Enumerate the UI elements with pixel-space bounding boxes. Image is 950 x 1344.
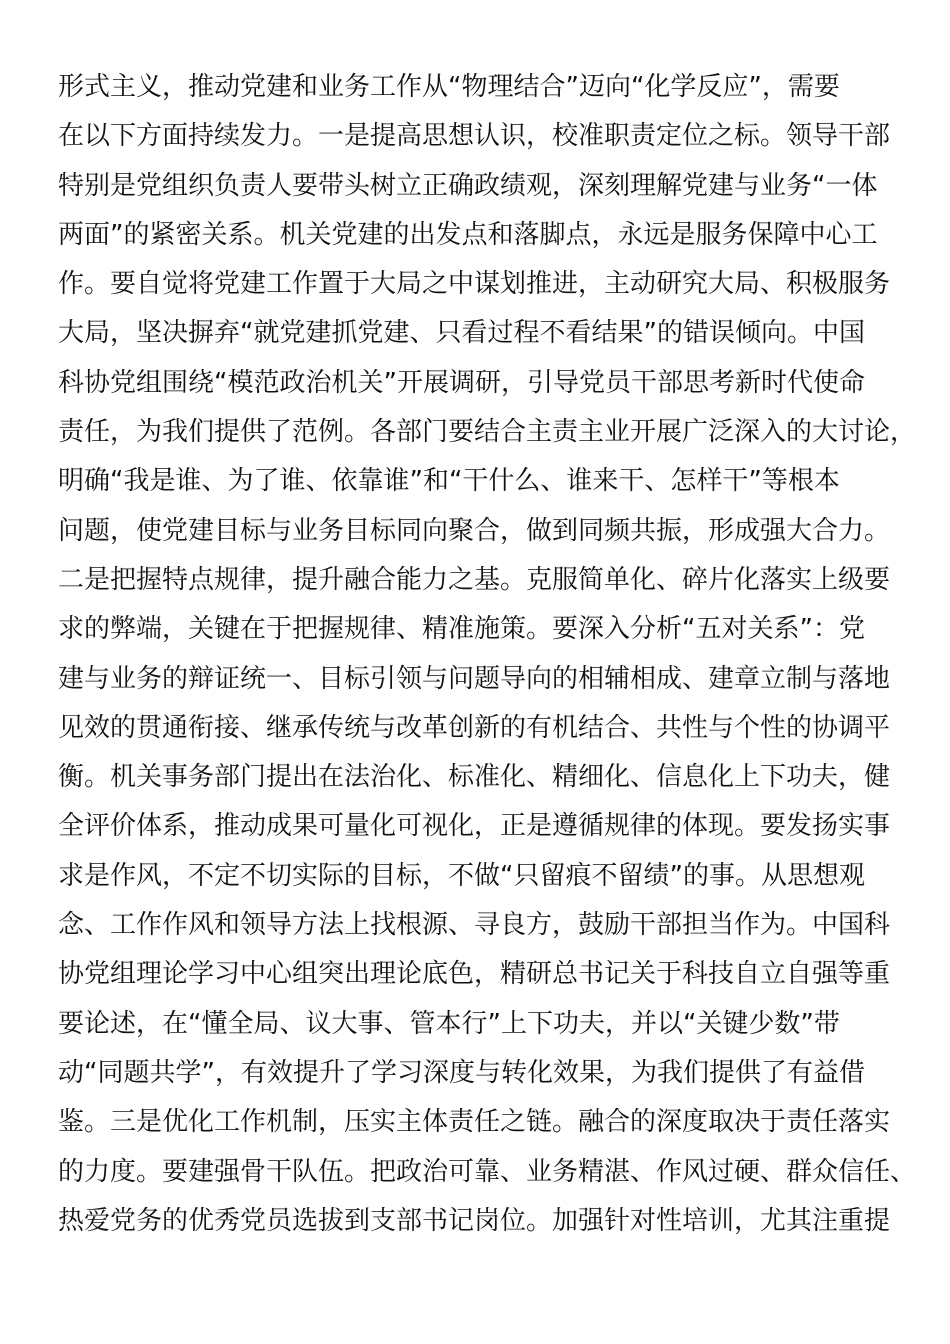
text-line: 明确“我是谁、为了谁、依靠谁”和“干什么、谁来干、怎样干”等根本 — [58, 466, 840, 497]
text-line: 求的弊端，关键在于把握规律、精准施策。要深入分析“五对关系”：党 — [58, 614, 865, 645]
text-line: 作。要自觉将党建工作置于大局之中谋划推进，主动研究大局、积极服务 — [58, 269, 891, 300]
text-line: 求是作风，不定不切实际的目标，不做“只留痕不留绩”的事。从思想观 — [58, 860, 865, 891]
text-line: 在以下方面持续发力。一是提高思想认识，校准职责定位之标。领导干部 — [58, 121, 891, 152]
text-line: 形式主义，推动党建和业务工作从“物理结合”迈向“化学反应”，需要 — [58, 72, 840, 102]
text-line: 念、工作作风和领导方法上找根源、寻良方，鼓励干部担当作为。中国科 — [58, 910, 891, 941]
text-line: 衡。机关事务部门提出在法治化、标准化、精细化、信息化上下功夫，健 — [58, 762, 891, 793]
text-line: 二是把握特点规律，提升融合能力之基。克服简单化、碎片化落实上级要 — [58, 564, 891, 595]
text-line: 要论述，在“懂全局、议大事、管本行”上下功夫，并以“关键少数”带 — [58, 1008, 840, 1039]
text-line: 建与业务的辩证统一、目标引领与问题导向的相辅相成、建章立制与落地 — [58, 663, 891, 694]
text-line: 责任，为我们提供了范例。各部门要结合主责主业开展广泛深入的大讨论， — [58, 417, 917, 448]
text-line: 科协党组围绕“模范政治机关”开展调研，引导党员干部思考新时代使命 — [58, 367, 865, 398]
document-page — [58, 63, 917, 1246]
text-line: 动“同题共学”，有效提升了学习深度与转化效果，为我们提供了有益借 — [58, 1057, 865, 1088]
text-line: 见效的贯通衔接、继承传统与改革创新的有机结合、共性与个性的协调平 — [58, 712, 891, 743]
text-line: 鉴。三是优化工作机制，压实主体责任之链。融合的深度取决于责任落实 — [58, 1107, 891, 1138]
text-line: 的力度。要建强骨干队伍。把政治可靠、业务精湛、作风过硬、群众信任、 — [58, 1156, 917, 1187]
text-line: 热爱党务的优秀党员选拔到支部书记岗位。加强针对性培训，尤其注重提 — [58, 1205, 891, 1236]
text-line: 两面”的紧密关系。机关党建的出发点和落脚点，永远是服务保障中心工 — [58, 219, 878, 250]
text-line: 问题，使党建目标与业务目标同向聚合，做到同频共振，形成强大合力。 — [58, 515, 891, 546]
text-line: 全评价体系，推动成果可量化可视化，正是遵循规律的体现。要发扬实事 — [58, 811, 891, 842]
text-line: 特别是党组织负责人要带头树立正确政绩观，深刻理解党建与业务“一体 — [58, 170, 878, 201]
text-line: 大局，坚决摒弃“就党建抓党建、只看过程不看结果”的错误倾向。中国 — [58, 318, 865, 349]
text-line: 协党组理论学习中心组突出理论底色，精研总书记关于科技自立自强等重 — [58, 959, 891, 990]
